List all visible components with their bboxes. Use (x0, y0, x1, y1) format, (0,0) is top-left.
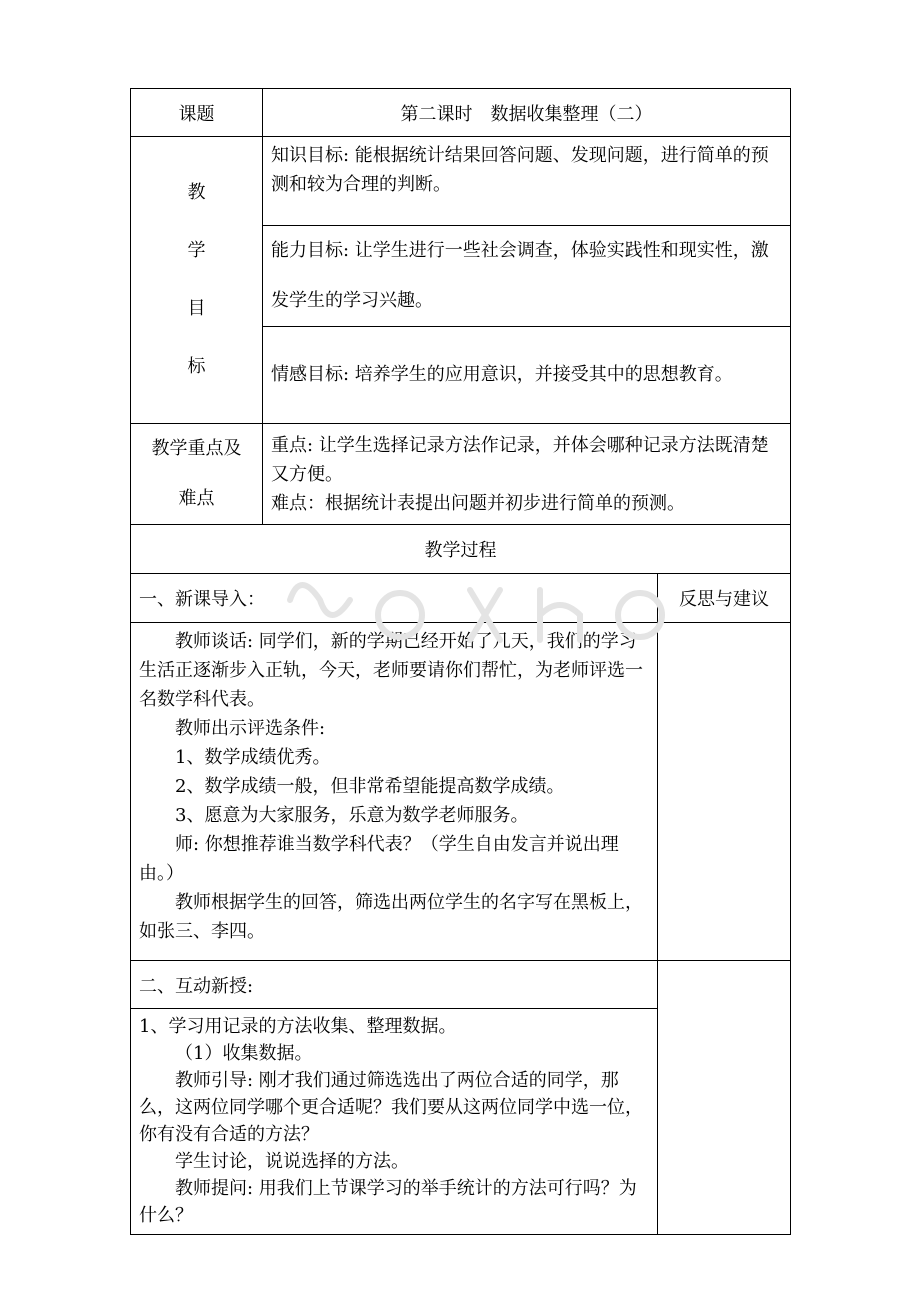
objective-knowledge-row (131, 137, 791, 226)
objectives-label-char: 目 (187, 298, 206, 319)
lesson-title: 第二课时 数据收集整理（二） (263, 89, 791, 137)
process-heading-row (131, 525, 791, 574)
paragraph: 3、愿意为大家服务，乐意为数学老师服务。 (175, 805, 529, 826)
paragraph: 师: 你想推荐谁当数学科代表？（学生自由发言并说出理由。） (139, 834, 619, 884)
key-points-label-line: 难点 (178, 488, 215, 509)
section1-title-row (131, 574, 791, 623)
objectives-label (131, 137, 263, 424)
section2-content (131, 1009, 658, 1235)
section2-subtitle: 1、学习用记录的方法收集、整理数据。 (139, 1016, 457, 1037)
paragraph: 教师根据学生的回答，筛选出两位学生的名字写在黑板上，如张三、李四。 (139, 892, 643, 942)
section1-content (131, 623, 658, 961)
paragraph: 学生讨论，说说选择的方法。 (175, 1151, 409, 1172)
objectives-label-char: 标 (187, 356, 206, 377)
key-point: 重点: 让学生选择记录方法作记录，并体会哪种记录方法既清楚又方便。 (271, 434, 769, 485)
paragraph: 教师谈话: 同学们，新的学期已经开始了几天，我们的学习生活正逐渐步入正轨，今天，老师要请你们帮忙，为老师评选一名数学科代表。 (139, 631, 643, 710)
paragraph: 教师出示评选条件: (175, 718, 326, 739)
header-row (131, 89, 791, 137)
key-points-row (131, 424, 791, 525)
section1-title: 一、新课导入： (131, 574, 658, 623)
paragraph: 2、数学成绩一般，但非常希望能提高数学成绩。 (175, 776, 565, 797)
key-points-label-line: 教学重点及 (151, 438, 242, 459)
section2-title-row (131, 961, 791, 1009)
paragraph: 教师引导: 刚才我们通过筛选选出了两位合适的同学，那么，这两位同学哪个更合适呢？我们要从这两位同学中选一位，你有没有合适的方法？ (139, 1070, 643, 1145)
objectives-label-char: 学 (187, 240, 206, 261)
key-points-label (131, 424, 263, 525)
reflection-cell (658, 623, 791, 961)
ability-objective: 能力目标: 让学生进行一些社会调查，体验实践性和现实性，激发学生的学习兴趣。 (263, 226, 791, 327)
section2-title: 二、互动新授: (131, 961, 658, 1009)
lesson-plan-table (130, 88, 791, 1235)
knowledge-objective: 知识目标: 能根据统计结果回答问题、发现问题，进行简单的预测和较为合理的判断。 (263, 137, 791, 226)
topic-label: 课题 (131, 89, 263, 137)
reflection-cell (658, 961, 791, 1235)
section1-content-row (131, 623, 791, 961)
reflection-heading: 反思与建议 (658, 574, 791, 623)
paragraph: 教师提问: 用我们上节课学习的举手统计的方法可行吗？为什么？ (139, 1178, 637, 1226)
key-points-content (263, 424, 791, 525)
objectives-label-char: 教 (187, 182, 206, 203)
paragraph: （1）收集数据。 (175, 1043, 313, 1064)
paragraph: 1、数学成绩优秀。 (175, 747, 331, 768)
emotion-objective: 情感目标: 培养学生的应用意识，并接受其中的思想教育。 (263, 327, 791, 424)
process-heading: 教学过程 (131, 525, 791, 574)
difficult-point: 难点：根据统计表提出问题并初步进行简单的预测。 (271, 492, 685, 514)
